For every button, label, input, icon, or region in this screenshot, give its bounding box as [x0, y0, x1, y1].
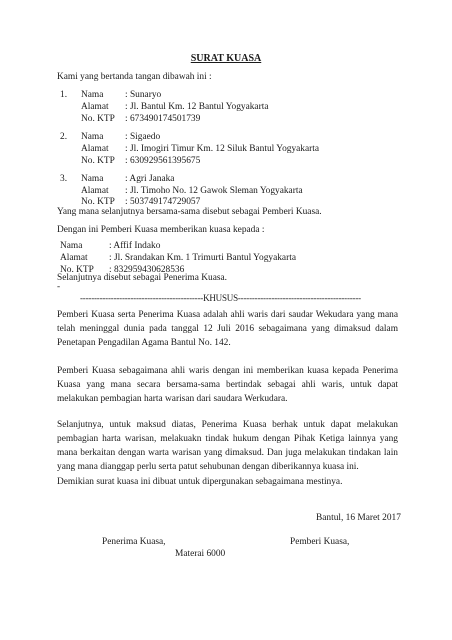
grantor-1-name-value: : Sunaryo: [125, 90, 162, 100]
grantee-address-value: : Jl. Srandakan Km. 1 Trimurti Bantul Yogyakarta: [109, 253, 296, 263]
grantor-3-address-value: : Jl. Timoho No. 12 Gawok Sleman Yogyakarta: [125, 186, 303, 196]
grantee-ktp-label: No. KTP: [60, 265, 94, 275]
stamp-duty-label: Materai 6000: [175, 549, 226, 559]
paragraph-3: Selanjutnya, untuk maksud diatas, Penerima Kuasa berhak untuk dapat melakukan pembagian harta warisan, melakuakn tindak hukum dengan Pihak Ketiga lainnya yang mana berkaitan dengan warta warisan yang dimaksud. Dan juga melakukan tindakan lain yang mana dianggap perlu serta patut sehubunan dengan diberikannya kuasa ini.: [57, 420, 398, 472]
grantor-1-number: 1.: [60, 90, 68, 100]
grantor-3-number: 3.: [60, 174, 68, 184]
grantor-2-address-value: : Jl. Imogiri Timur Km. 12 Siluk Bantul Yogyakarta: [125, 144, 320, 154]
stray-mark: -: [57, 282, 61, 292]
grantor-3-ktp-label: No. KTP: [81, 197, 115, 207]
signature-right-label: Pemberi Kuasa,: [290, 537, 350, 547]
place-date: Bantul, 16 Maret 2017: [316, 513, 401, 523]
paragraph-4: Demikian surat kuasa ini dibuat untuk dipergunakan sebagaimana mestinya.: [57, 477, 343, 487]
grantor-3-name-label: Nama: [81, 174, 104, 184]
grantor-2-name-label: Nama: [81, 132, 104, 142]
grantor-1-ktp-label: No. KTP: [81, 114, 115, 124]
grantor-2-number: 2.: [60, 132, 68, 142]
grantee-note: Selanjutnya disebut sebagai Penerima Kuasa.: [57, 273, 228, 283]
grantor-3-name-value: : Agri Janaka: [125, 174, 175, 184]
grantee-ktp-value: : 832959430628536: [109, 265, 185, 275]
grantee-name-label: Nama: [60, 241, 83, 251]
grantor-2-name-value: : Sigaedo: [125, 132, 161, 142]
grantor-2-address-label: Alamat: [81, 144, 109, 154]
grantee-intro: Dengan ini Pemberi Kuasa memberikan kuasa kepada :: [57, 225, 265, 235]
grantor-2-ktp-value: : 630929561395675: [125, 156, 201, 166]
signature-left-label: Penerima Kuasa,: [102, 537, 166, 547]
grantor-3-address-label: Alamat: [81, 186, 109, 196]
grantee-address-label: Alamat: [60, 253, 88, 263]
grantor-1-name-label: Nama: [81, 90, 104, 100]
intro-text: Kami yang bertanda tangan dibawah ini :: [57, 72, 212, 82]
grantee-name-value: : Affif Indako: [109, 241, 161, 251]
grantor-1-address-label: Alamat: [81, 102, 109, 112]
grantor-1-ktp-value: : 673490174501739: [125, 114, 201, 124]
paragraph-2: Pemberi Kuasa sebagaimana ahli waris dengan ini memberikan kuasa kepada Penerima Kuasa yang mana secara bersama-sama bertindak sebagai ahli waris, untuk dapat melakukan pembagian harta warisan dari saudara Werkudara.: [57, 366, 398, 404]
grantors-note: Yang mana selanjutnya bersama-sama disebut sebagai Pemberi Kuasa.: [57, 207, 322, 217]
khusus-separator: --------------------------------------------KHUSUS--------------------------------------------: [80, 293, 361, 303]
grantor-2-ktp-label: No. KTP: [81, 156, 115, 166]
grantor-1-address-value: : Jl. Bantul Km. 12 Bantul Yogyakarta: [125, 102, 269, 112]
paragraph-1: Pemberi Kuasa serta Penerima Kuasa adalah ahli waris dari saudar Wekudara yang mana telah meninggal dunia pada tanggal 12 Juli 2016 sebagaimana yang dimaksud dalam Penetapan Pengadilan Agama Bantul No. 142.: [57, 310, 398, 348]
document-title: SURAT KUASA: [190, 53, 262, 64]
grantor-3-ktp-value: : 503749174729057: [125, 197, 201, 207]
